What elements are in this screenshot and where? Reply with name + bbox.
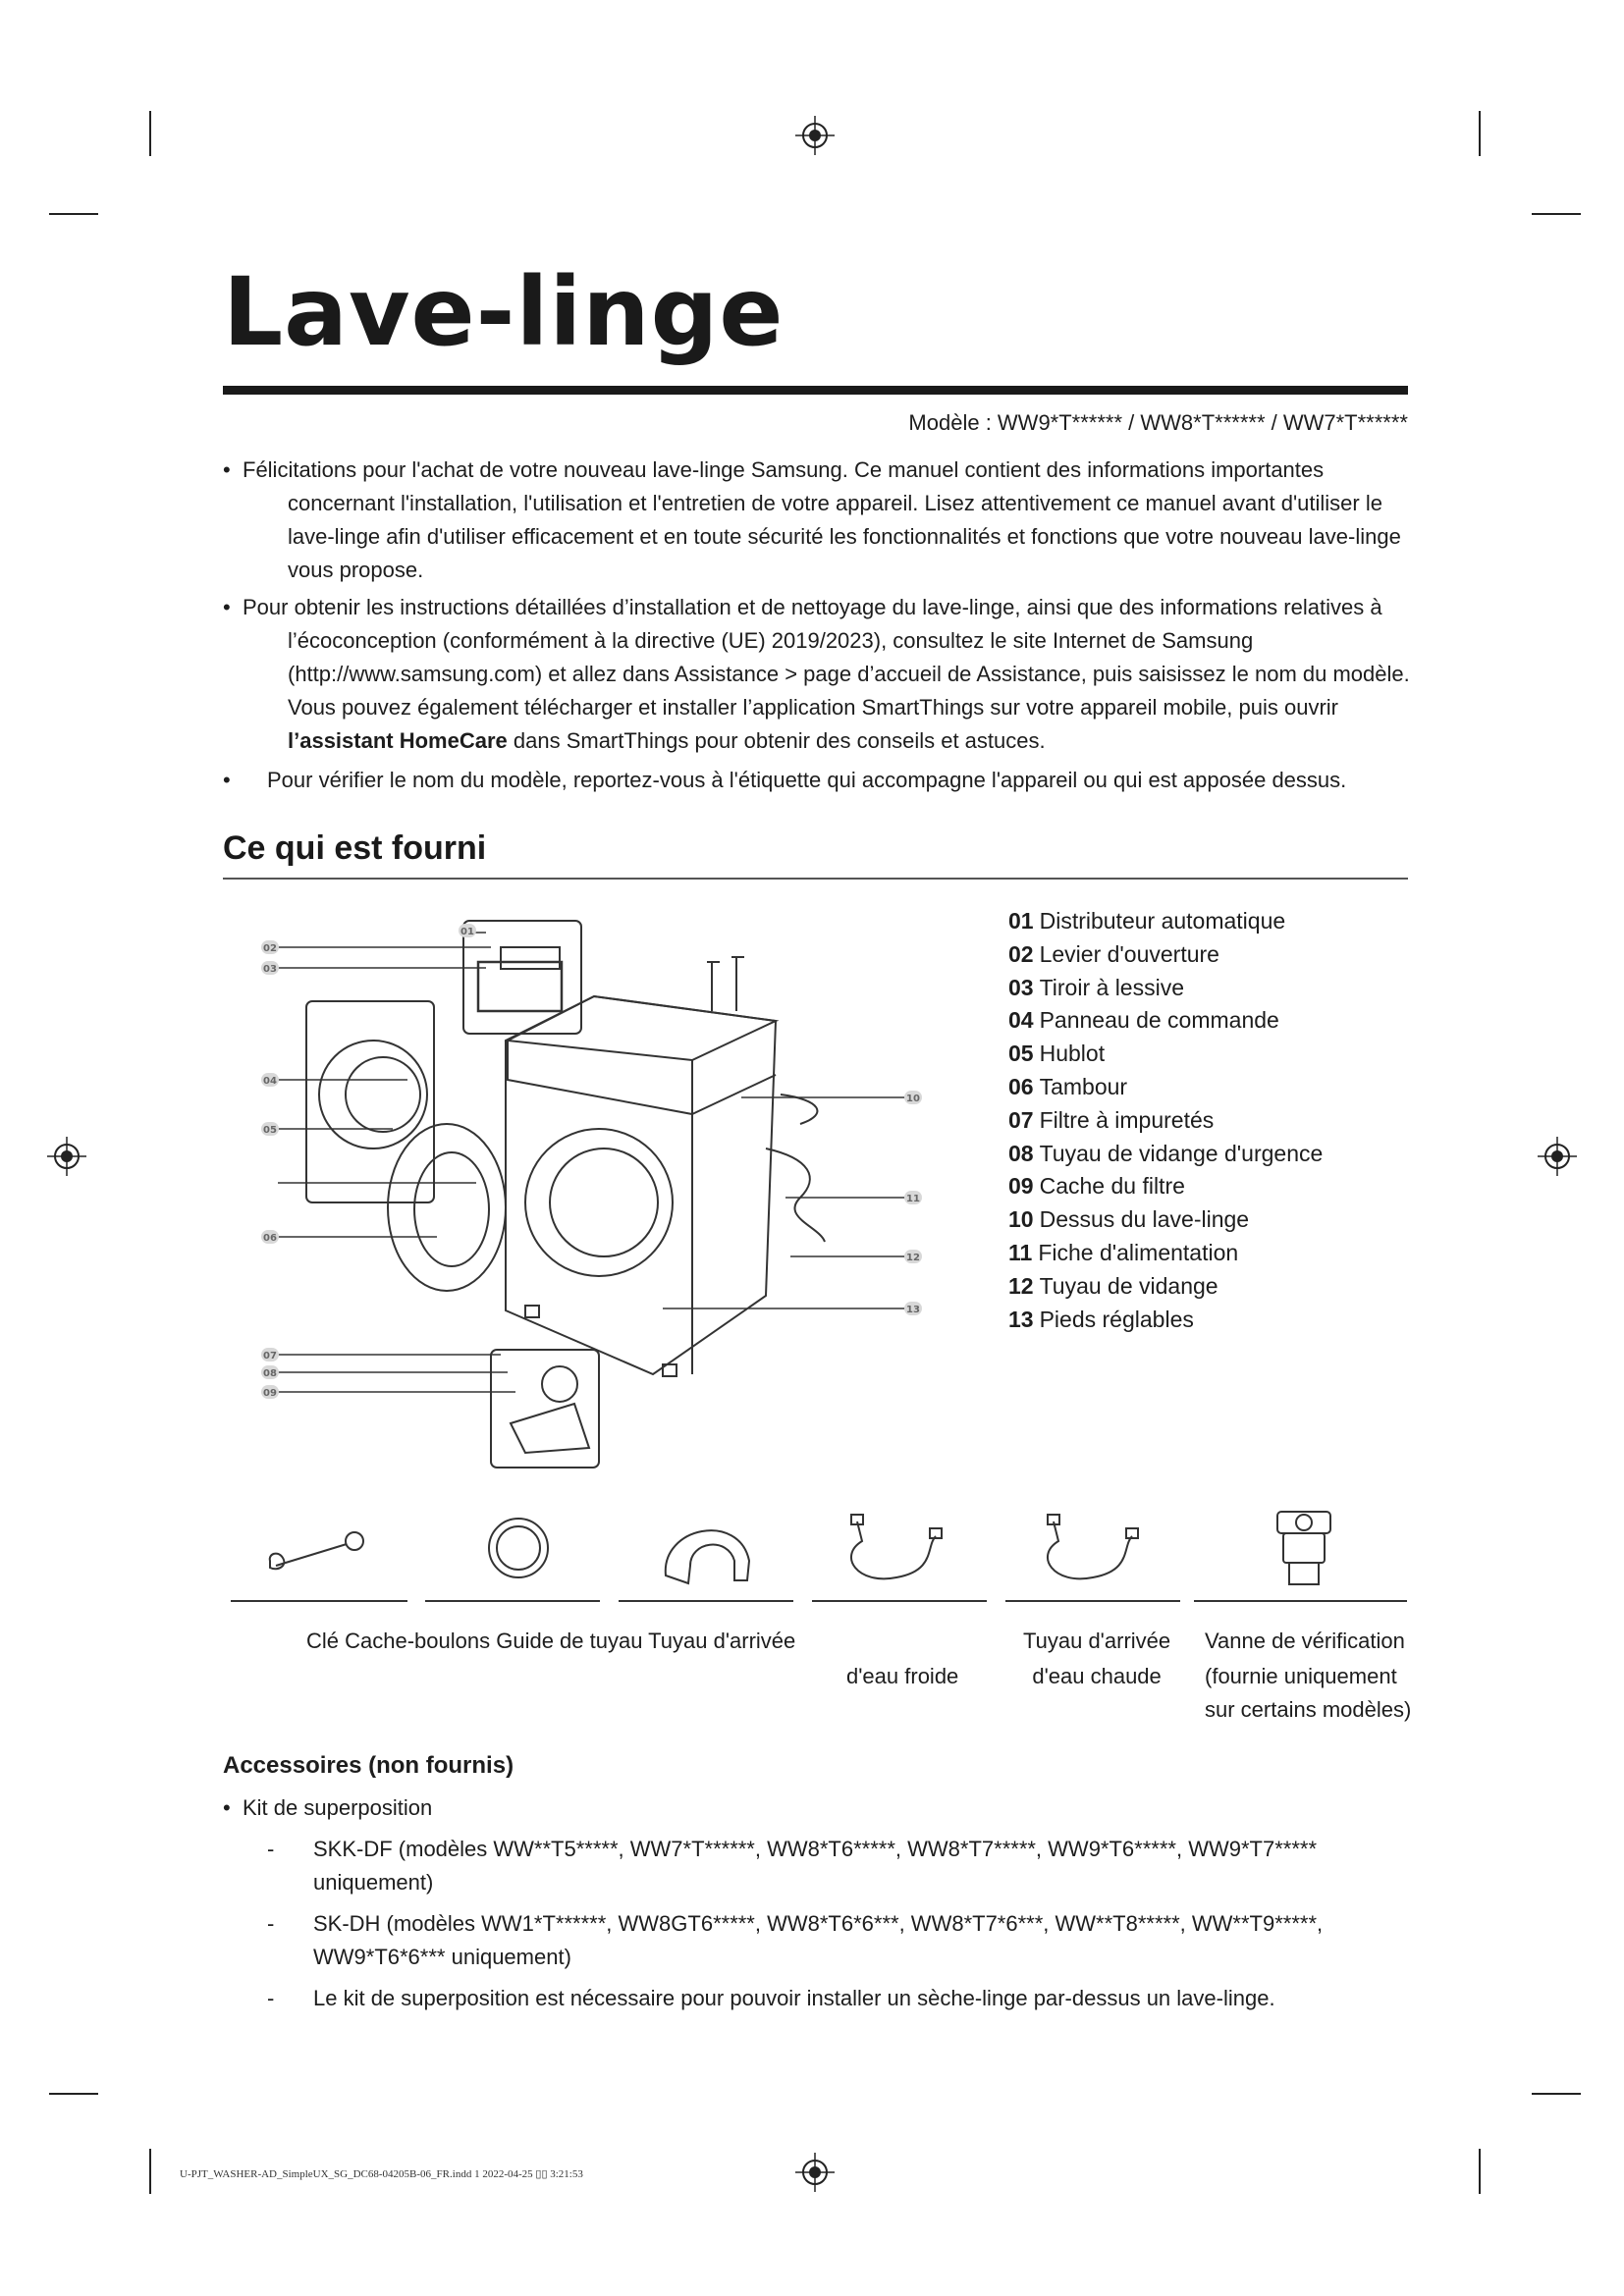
accessories-title: Accessoires (non fournis) — [223, 1752, 514, 1779]
callout-badge: 07 — [263, 1351, 277, 1362]
crop-mark — [149, 111, 151, 156]
accessories-list — [223, 1791, 1411, 2015]
intro-bullet-text: Pour vérifier le nom du modèle, reportez-vous à l'étiquette qui accompagne l'appareil ou qui est apposée dessus. — [267, 768, 1347, 792]
parts-list-item: 06 Tambour — [1008, 1073, 1128, 1099]
accessories-subitem: - SKK-DF (modèles WW**T5*****, WW7*T******, WW8*T6*****, WW8*T7*****, WW9*T6*****, WW9*T7***** uniquement) — [267, 1837, 1318, 1895]
parts-list-item: 12 Tuyau de vidange — [1008, 1272, 1218, 1299]
intro-bullets — [223, 454, 1411, 801]
parts-list — [1008, 905, 1323, 1336]
callout-badge: 05 — [263, 1125, 277, 1136]
washer-diagram — [250, 903, 928, 1482]
parts-list-item: 04 Panneau de commande — [1008, 1007, 1279, 1034]
intro-bullet-text: Félicitations pour l'achat de votre nouveau lave-linge Samsung. Ce manuel contient des informations importantes concernant l'installation, l'utilisation et l'entretien de votre appareil. Lisez attentivement ce manuel avant d'utiliser le lave-linge afin d'utiliser efficacement et en toute sécurité les fonctionnalités et fonctions que votre nouveau lave-linge vous propose. — [243, 457, 1401, 582]
parts-list-item: 03 Tiroir à lessive — [1008, 974, 1184, 1000]
print-slug: U-PJT_WASHER-AD_SimpleUX_SG_DC68-04205B-06_FR.indd 1 2022-04-25 ▯▯ 3:21:53 — [180, 2168, 583, 2180]
callout-badge: 06 — [263, 1233, 277, 1244]
callout-badge: 01 — [460, 927, 474, 937]
hot-water-hose-icon — [1048, 1515, 1138, 1578]
callout-badge: 11 — [906, 1194, 920, 1204]
registration-mark-icon — [795, 2153, 835, 2192]
parts-list-item: 08 Tuyau de vidange d'urgence — [1008, 1140, 1324, 1166]
registration-mark-icon — [795, 116, 835, 155]
spanner-icon — [270, 1532, 363, 1569]
intro-bullet: • Pour obtenir les instructions détaillées d’installation et de nettoyage du lave-linge, ainsi que des informations relatives à l’écoconception (conformément à la directive (UE) 2019/2023), consultez le site Internet de Samsung (http://www.samsung.com) et allez dans Assistance > page d’accueil de Assistance, puis saisissez le nom du modèle. Vous pouvez également télécharger et installer l’application SmartThings sur votre appareil mobile, puis ouvrir l’assistant HomeCare dans SmartThings pour obtenir des conseils et astuces. — [223, 595, 1410, 753]
bolt-cap-icon — [489, 1519, 548, 1577]
parts-list-item: 11 Fiche d'alimentation — [1008, 1239, 1239, 1265]
intro-bullet: • Pour vérifier le nom du modèle, reportez-vous à l'étiquette qui accompagne l'appareil ou qui est apposée dessus. — [223, 764, 1411, 797]
crop-mark — [1532, 213, 1581, 215]
hose-guide-icon — [666, 1530, 749, 1583]
registration-mark-icon — [47, 1137, 86, 1176]
callout-badge: 08 — [263, 1368, 277, 1379]
dispenser-inset — [463, 921, 581, 1034]
crop-mark — [49, 213, 98, 215]
accessories-subitem: - Le kit de superposition est nécessaire pour pouvoir installer un sèche-linge par-dessus un lave-linge. — [267, 1986, 1275, 2010]
accessory-captions-line: Clé Cache-boulons Guide de tuyau Tuyau d'arrivée — [306, 1629, 796, 1653]
crop-mark — [1479, 111, 1481, 156]
section-rule — [223, 878, 1408, 880]
model-line: Modèle : WW9*T****** / WW8*T****** / WW7*T****** — [908, 410, 1408, 435]
cold-water-hose-icon — [851, 1515, 942, 1578]
parts-list-item: 09 Cache du filtre — [1008, 1173, 1185, 1200]
intro-bullet-text: Pour obtenir les instructions détaillées d’installation et de nettoyage du lave-linge, ainsi que des informations relatives à l’écoconception (conformément à la directive (UE) 2019/2023), consultez le site Internet de Samsung (http://www.samsung.com) et allez dans Assistance > page d’accueil de Assistance, puis saisissez le nom du modèle. Vous pouvez également télécharger et installer l’application SmartThings sur votre appareil mobile, puis ouvrir — [243, 595, 1410, 720]
callout-badge: 02 — [263, 943, 277, 954]
callout-badge: 03 — [263, 964, 277, 975]
accessory-caption: Vanne de vérification (fournie uniquement sur certains modèles) — [1205, 1629, 1412, 1722]
crop-mark — [1479, 2149, 1481, 2194]
parts-list-item: 02 Levier d'ouverture — [1008, 940, 1219, 967]
section-title: Ce qui est fourni — [223, 829, 487, 867]
crop-mark — [1532, 2093, 1581, 2095]
accessories-subitem: - SK-DH (modèles WW1*T******, WW8GT6*****, WW8*T6*6***, WW8*T7*6***, WW**T8*****, WW**T9*****, WW9*T6*6*** uniquement) — [267, 1911, 1324, 1969]
intro-bullet: • Félicitations pour l'achat de votre nouveau lave-linge Samsung. Ce manuel contient des informations importantes concernant l'installation, l'utilisation et l'entretien de votre appareil. Lisez attentivement ce manuel avant d'utiliser le lave-linge afin d'utiliser efficacement et en toute sécurité les fonctionnalités et fonctions que votre nouveau lave-linge vous propose. — [223, 454, 1411, 587]
accessory-row — [229, 1507, 1407, 1605]
page-title: Lave-linge — [223, 257, 785, 367]
homecare-assistant-text: l’assistant HomeCare — [288, 728, 508, 753]
registration-mark-icon — [1538, 1137, 1577, 1176]
parts-list-item: 13 Pieds réglables — [1008, 1306, 1194, 1332]
accessory-caption: d'eau froide — [846, 1664, 959, 1688]
callout-badge: 04 — [263, 1076, 277, 1087]
callout-badge: 12 — [906, 1253, 920, 1263]
check-valve-icon — [1277, 1512, 1330, 1584]
filter-inset — [491, 1350, 599, 1468]
callout-badge: 13 — [906, 1305, 920, 1315]
parts-list-item: 07 Filtre à impuretés — [1008, 1106, 1215, 1133]
intro-bullet-text: dans SmartThings pour obtenir des conseils et astuces. — [507, 728, 1046, 753]
parts-list-item: 01 Distributeur automatique — [1008, 908, 1286, 934]
parts-list-item: 05 Hublot — [1008, 1041, 1106, 1067]
crop-mark — [149, 2149, 151, 2194]
door-inset — [306, 1001, 434, 1202]
callout-badge: 10 — [906, 1094, 920, 1104]
title-rule — [223, 386, 1408, 395]
accessory-caption: Tuyau d'arrivée d'eau chaude — [1023, 1629, 1171, 1688]
accessories-item: • Kit de superposition — [223, 1795, 433, 1820]
callout-badge: 09 — [263, 1388, 277, 1399]
parts-list-item: 10 Dessus du lave-linge — [1008, 1206, 1250, 1233]
crop-mark — [49, 2093, 98, 2095]
washer-body — [506, 996, 776, 1374]
